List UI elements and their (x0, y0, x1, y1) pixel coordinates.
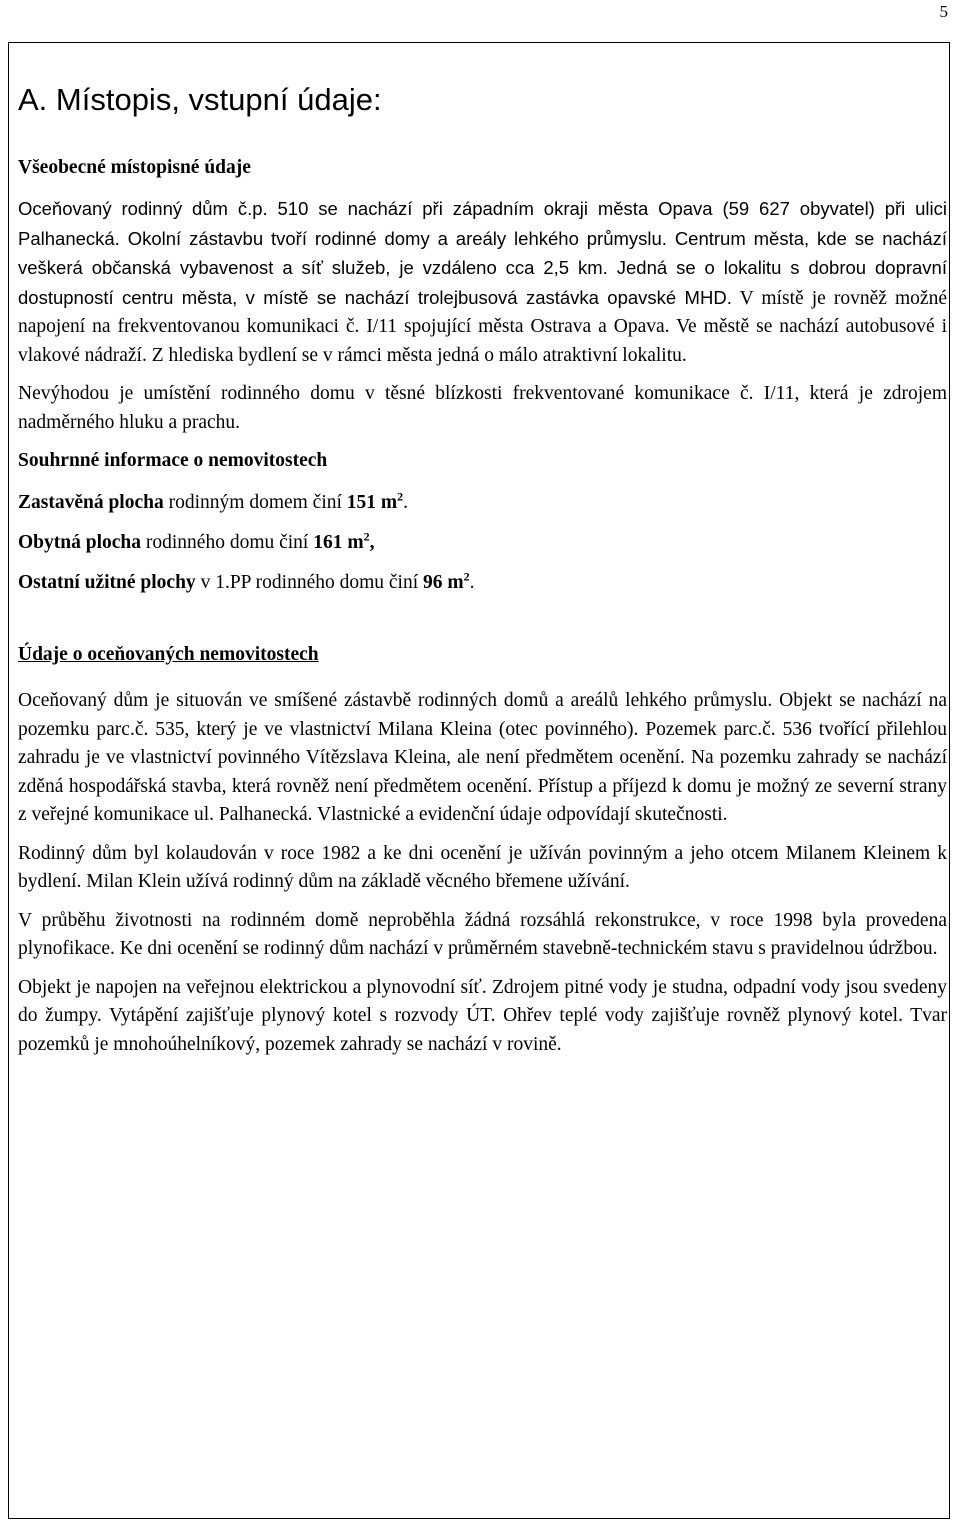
paragraph-location-serif: V místě je rovněž možné napojení na frekventovanou komunikaci č. I/11 spojující města Ostrava a Opava. Ve městě se nachází autobusové i vlakové nádraží. Z hlediska bydlení se v rámci města jedná o málo atraktivní lokalitu. (18, 287, 947, 366)
section-heading-summary: Souhrnné informace o nemovitostech (18, 450, 328, 471)
paragraph-house-use: Rodinný dům byl kolaudován v roce 1982 a ke dni ocenění je užíván povinným a jeho otcem Milanem Kleinem k bydlení. Milan Klein užívá rodinný dům na základě věcného břemene užívání. (18, 842, 947, 892)
section-heading-properties: Údaje o oceňovaných nemovitostech (18, 644, 319, 665)
paragraph-utilities: Objekt je napojen na veřejnou elektrickou a plynovodní síť. Zdrojem pitné vody je studna, odpadní vody jsou svedeny do žumpy. Vytápění zajišťuje plynový kotel s rozvody ÚT. Ohřev teplé vody zajišťuje rovněž plynový kotel. Tvar pozemků je mnohoúhelníkový, pozemek zahrady se nachází v rovině. (18, 976, 947, 1055)
section-heading-general: Všeobecné místopisné údaje (18, 157, 251, 178)
paragraph-location-sans: Oceňovaný rodinný dům č.p. 510 se nachází při západním okraji města Opava (59 627 obyvatel) při ulici Palhanecká. Okolní zástavbu tvoří rodinné domy a areály lehkého průmyslu. Centrum města, kde se nachází veškerá občanská vybavenost a síť služeb, je vzdáleno cca 2,5 km. Jedná se o lokalitu s dobrou dopravní dostupností centru města, v místě se nachází trolejbusová zastávka opavské MHD. (18, 198, 947, 308)
summary-living-area: Obytná plocha rodinného domu činí 161 $m^2$, (18, 529, 375, 553)
document-content (18, 80, 947, 1059)
summary-built-area: Zastavěná plocha rodinným domem činí 151 $m^2$. (18, 489, 409, 513)
page-number: 5 (939, 2, 948, 21)
paragraph-disadvantage: Nevýhodou je umístění rodinného domu v těsné blízkosti frekventované komunikace č. I/11, která je zdrojem nadměrného hluku a prachu. (18, 383, 947, 433)
paragraph-property-situation: Oceňovaný dům je situován ve smíšené zástavbě rodinných domů a areálů lehkého průmyslu. Objekt se nachází na pozemku parc.č. 535, který je ve vlastnictví Milana Kleina (otec povinného). Pozemek parc.č. 536 tvořící přilehlou zahradu je ve vlastnictví povinného Vítězslava Kleina, ale není předmětem ocenění. Na pozemku zahrady se nachází zděná hospodářská stavba, která rovněž není předmětem ocenění. Přístup a příjezd k domu je možný ze severní strany z veřejné komunikace ul. Palhanecká. Vlastnické a evidenční údaje odpovídají skutečnosti. (18, 690, 947, 825)
paragraph-location (18, 195, 947, 370)
paragraph-house-condition: V průběhu životnosti na rodinném domě neproběhla žádná rozsáhlá rekonstrukce, v roce 1998 byla provedena plynofikace. Ke dni ocenění se rodinný dům nachází v průměrném stavebně-technickém stavu s pravidelnou údržbou. (18, 909, 947, 959)
page-title: A. Místopis, vstupní údaje: (18, 82, 382, 117)
summary-other-area: Ostatní užitné plochy v 1.PP rodinného domu činí 96 $m^2$. (18, 569, 475, 593)
